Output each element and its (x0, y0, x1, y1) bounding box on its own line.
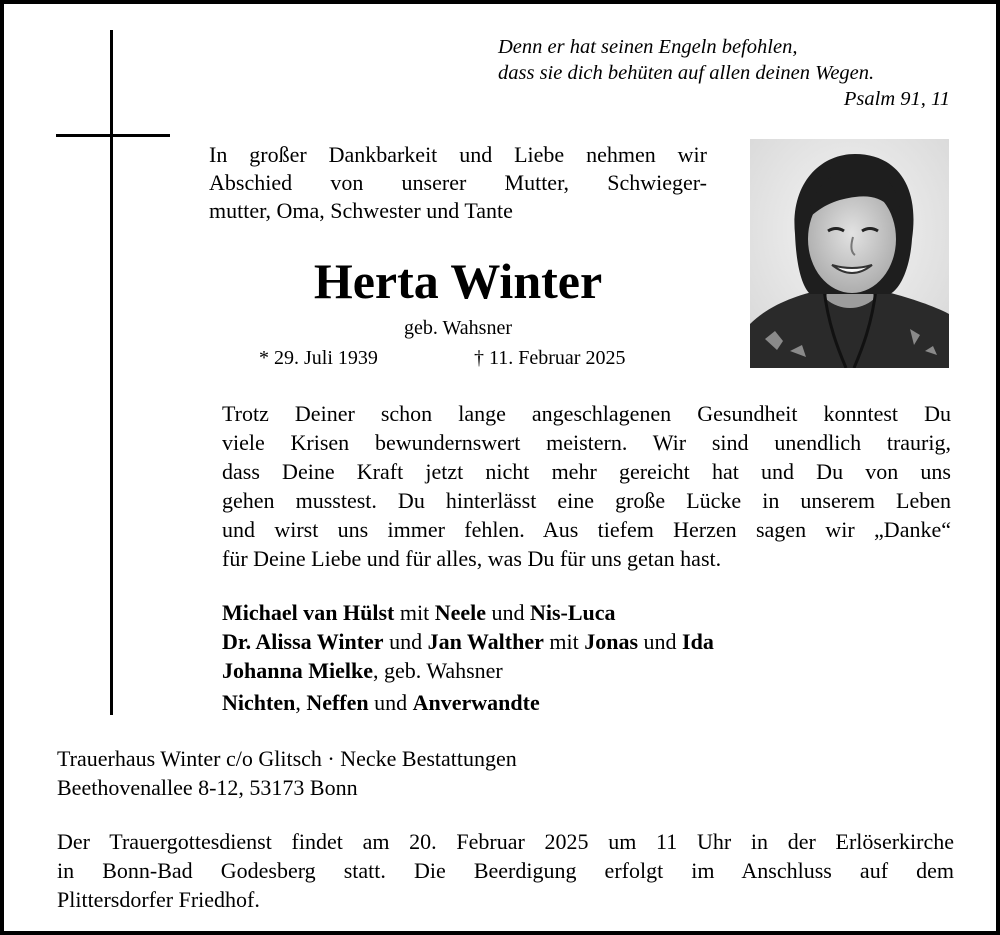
portrait-illustration (750, 139, 949, 368)
service-line-3: Plittersdorfer Friedhof. (57, 887, 260, 912)
connector-text: , (295, 690, 307, 715)
service-line-1: Der Trauergottesdienst findet am 20. Februar 2025 um 11 Uhr in der Erlöserkirche (57, 829, 954, 854)
message-line: viele Krisen bewundernswert meistern. Wir sind unendlich traurig, (222, 430, 951, 455)
message-line: und wirst uns immer fehlen. Aus tiefem Herzen sagen wir „Danke“ (222, 517, 951, 542)
intro-line-2: Abschied von unserer Mutter, Schwieger- (209, 170, 707, 195)
connector-text: , geb. Wahsner (372, 658, 503, 683)
intro-line-1: In großer Dankbarkeit und Liebe nehmen wir (209, 142, 707, 167)
deceased-name: Herta Winter (313, 253, 603, 309)
service-line-2: in Bonn-Bad Godesberg statt. Die Beerdigung erfolgt im Anschluss auf dem (57, 858, 954, 883)
maiden-name: geb. Wahsner (404, 317, 512, 339)
message-line: Trotz Deiner schon lange angeschlagenen Gesundheit konntest Du (222, 401, 951, 426)
intro-line-3: mutter, Oma, Schwester und Tante (209, 198, 513, 223)
connector-text: und (638, 629, 683, 654)
mourner-group: Neffen (306, 690, 369, 715)
memorial-message (222, 399, 951, 573)
verse-line-1: Denn er hat seinen Engeln befohlen, (498, 36, 798, 58)
connector-text: mit (543, 629, 585, 654)
mourners-list (222, 598, 922, 717)
bible-verse (498, 34, 950, 112)
mourners-row (222, 598, 922, 627)
mourner-name: Neele (434, 600, 486, 625)
message-line: dass Deine Kraft jetzt nicht mehr gereicht hat und Du von uns (222, 459, 951, 484)
cross-horizontal-bar (56, 134, 170, 137)
mourner-name: Ida (682, 629, 714, 654)
mourners-row (222, 688, 922, 717)
mourners-row (222, 656, 922, 685)
verse-line-2: dass sie dich behüten auf allen deinen Wegen. (498, 62, 875, 84)
address-line-2: Beethovenallee 8-12, 53173 Bonn (57, 775, 358, 800)
mourning-house-address (57, 744, 957, 802)
death-date: † 11. Februar 2025 (474, 347, 626, 369)
funeral-service-info (57, 827, 954, 914)
mourner-name: Nis-Luca (529, 600, 616, 625)
mourner-name: Dr. Alissa Winter (222, 629, 384, 654)
mourner-group: Anverwandte (412, 690, 540, 715)
birth-date: * 29. Juli 1939 (259, 347, 378, 369)
message-line: gehen musstest. Du hinterlässt eine große Lücke in unserem Leben (222, 488, 951, 513)
mourner-name: Jan Walther (427, 629, 544, 654)
mourner-name: Johanna Mielke (222, 658, 373, 683)
mourner-name: Michael van Hülst (222, 600, 395, 625)
intro-text (209, 141, 707, 225)
mourner-group: Nichten (222, 690, 296, 715)
verse-reference: Psalm 91, 11 (843, 88, 950, 110)
connector-text: und (368, 690, 413, 715)
cross-vertical-bar (110, 30, 113, 715)
connector-text: mit (394, 600, 435, 625)
message-line: für Deine Liebe und für alles, was Du für uns getan hast. (222, 546, 722, 571)
connector-text: und (485, 600, 530, 625)
portrait-photo (750, 139, 949, 368)
mourner-name: Jonas (584, 629, 639, 654)
connector-text: und (383, 629, 428, 654)
address-line-1: Trauerhaus Winter c/o Glitsch · Necke Bestattungen (57, 746, 517, 771)
mourners-row (222, 627, 922, 656)
